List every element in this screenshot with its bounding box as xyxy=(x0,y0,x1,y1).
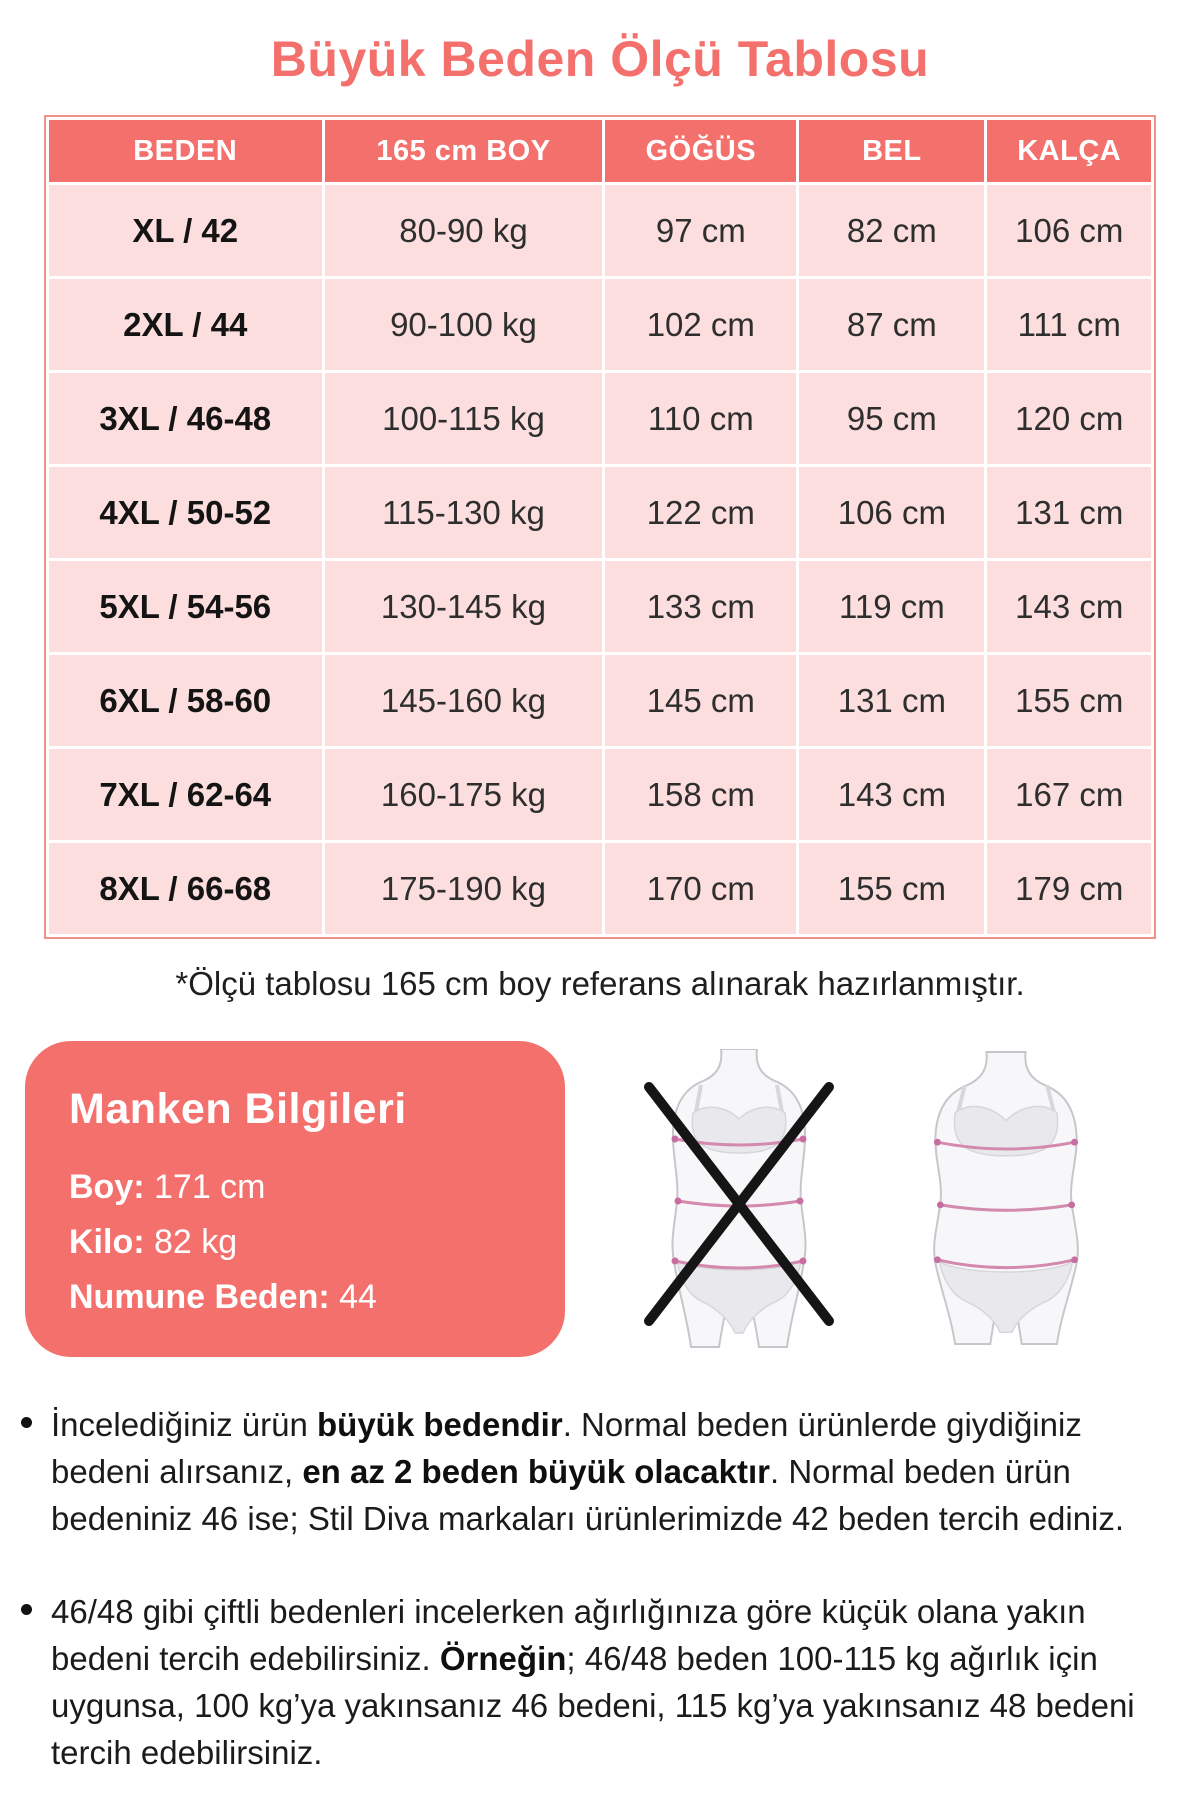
measure-value-cell: 82 cm xyxy=(799,185,984,276)
bullet-dot-icon xyxy=(21,1417,32,1428)
size-label-cell: 7XL / 62-64 xyxy=(49,749,322,840)
size-label-cell: 5XL / 54-56 xyxy=(49,561,322,652)
size-table-container xyxy=(44,115,1156,939)
body-text: . Normal beden ürün bedeniniz 46 ise; Stil Diva markaları ürünlerimizde 42 beden tercih ediniz. xyxy=(51,1453,1125,1537)
measure-value-cell: 90-100 kg xyxy=(325,279,603,370)
field-value: 82 kg xyxy=(144,1223,238,1261)
measure-value-cell: 119 cm xyxy=(799,561,984,652)
model-info-fields xyxy=(69,1168,521,1317)
body-text: ; 46/48 beden 100-115 kg ağırlık için uygunsa, 100 kg’ya yakınsanız 46 bedeni, 115 kg’ya yakınsanız 48 bedeni tercih edebilirsiniz. xyxy=(51,1640,1135,1771)
measure-value-cell: 131 cm xyxy=(799,655,984,746)
model-info-field xyxy=(69,1223,521,1262)
model-info-section xyxy=(25,1041,1175,1357)
size-table-body xyxy=(49,185,1151,934)
info-bullet-item xyxy=(21,1401,1176,1542)
measure-value-cell: 155 cm xyxy=(987,655,1151,746)
table-row xyxy=(49,749,1151,840)
measure-value-cell: 102 cm xyxy=(605,279,796,370)
measure-value-cell: 97 cm xyxy=(605,185,796,276)
column-header: BEDEN xyxy=(49,120,322,182)
page-title: Büyük Beden Ölçü Tablosu xyxy=(270,31,930,87)
model-info-field xyxy=(69,1278,521,1317)
column-header: GÖĞÜS xyxy=(605,120,796,182)
measure-value-cell: 130-145 kg xyxy=(325,561,603,652)
field-label: Numune Beden: xyxy=(69,1278,330,1316)
measure-value-cell: 170 cm xyxy=(605,843,796,934)
table-row xyxy=(49,467,1151,558)
measure-value-cell: 145-160 kg xyxy=(325,655,603,746)
measure-value-cell: 115-130 kg xyxy=(325,467,603,558)
measure-value-cell: 155 cm xyxy=(799,843,984,934)
measure-value-cell: 110 cm xyxy=(605,373,796,464)
bullet-dot-icon xyxy=(21,1604,32,1615)
body-diagrams xyxy=(565,1041,1175,1357)
table-row xyxy=(49,185,1151,276)
crossed-slim-body-diagram xyxy=(636,1049,842,1349)
measure-value-cell: 122 cm xyxy=(605,467,796,558)
measure-value-cell: 145 cm xyxy=(605,655,796,746)
table-row xyxy=(49,655,1151,746)
plus-body-figure xyxy=(908,1049,1104,1349)
measure-value-cell: 111 cm xyxy=(987,279,1151,370)
size-label-cell: 4XL / 50-52 xyxy=(49,467,322,558)
size-label-cell: 8XL / 66-68 xyxy=(49,843,322,934)
measure-value-cell: 80-90 kg xyxy=(325,185,603,276)
column-header: 165 cm BOY xyxy=(325,120,603,182)
slim-body-figure xyxy=(636,1049,842,1349)
measure-value-cell: 167 cm xyxy=(987,749,1151,840)
model-info-card xyxy=(25,1041,565,1357)
plus-body-diagram xyxy=(908,1049,1104,1349)
size-label-cell: XL / 42 xyxy=(49,185,322,276)
model-info-heading: Manken Bilgileri xyxy=(69,1085,407,1133)
measure-value-cell: 143 cm xyxy=(987,561,1151,652)
table-row xyxy=(49,561,1151,652)
measure-value-cell: 95 cm xyxy=(799,373,984,464)
emphasized-text: büyük bedendir xyxy=(317,1406,563,1443)
measure-value-cell: 131 cm xyxy=(987,467,1151,558)
emphasized-text: en az 2 beden büyük olacaktır xyxy=(302,1453,770,1490)
column-header: KALÇA xyxy=(987,120,1151,182)
measure-value-cell: 160-175 kg xyxy=(325,749,603,840)
table-row xyxy=(49,373,1151,464)
measure-value-cell: 106 cm xyxy=(799,467,984,558)
model-info-field xyxy=(69,1168,521,1207)
size-label-cell: 2XL / 44 xyxy=(49,279,322,370)
info-bullet-item xyxy=(21,1588,1176,1776)
size-label-cell: 3XL / 46-48 xyxy=(49,373,322,464)
measure-value-cell: 175-190 kg xyxy=(325,843,603,934)
table-footnote: *Ölçü tablosu 165 cm boy referans alınarak hazırlanmıştır. xyxy=(175,965,1025,1002)
size-table-head-row xyxy=(49,120,1151,182)
info-bullet-list xyxy=(21,1401,1179,1776)
measure-value-cell: 100-115 kg xyxy=(325,373,603,464)
size-label-cell: 6XL / 58-60 xyxy=(49,655,322,746)
field-value: 44 xyxy=(329,1278,377,1316)
body-text: . Normal beden ürünlerde giydiğiniz bedeni alırsanız, xyxy=(51,1406,1082,1490)
body-text: İncelediğiniz ürün xyxy=(51,1406,317,1443)
measure-value-cell: 179 cm xyxy=(987,843,1151,934)
measure-value-cell: 120 cm xyxy=(987,373,1151,464)
measure-value-cell: 133 cm xyxy=(605,561,796,652)
field-value: 171 cm xyxy=(144,1168,266,1206)
body-text: 46/48 gibi çiftli bedenleri incelerken ağırlığınıza göre küçük olana yakın bedeni tercih edebilirsiniz. xyxy=(51,1593,1086,1677)
field-label: Boy: xyxy=(69,1168,145,1206)
measure-value-cell: 106 cm xyxy=(987,185,1151,276)
size-table xyxy=(46,117,1154,937)
table-row xyxy=(49,843,1151,934)
column-header: BEL xyxy=(799,120,984,182)
measure-value-cell: 143 cm xyxy=(799,749,984,840)
table-row xyxy=(49,279,1151,370)
measure-value-cell: 158 cm xyxy=(605,749,796,840)
emphasized-text: Örneğin xyxy=(439,1640,567,1677)
measure-value-cell: 87 cm xyxy=(799,279,984,370)
field-label: Kilo: xyxy=(69,1223,145,1261)
